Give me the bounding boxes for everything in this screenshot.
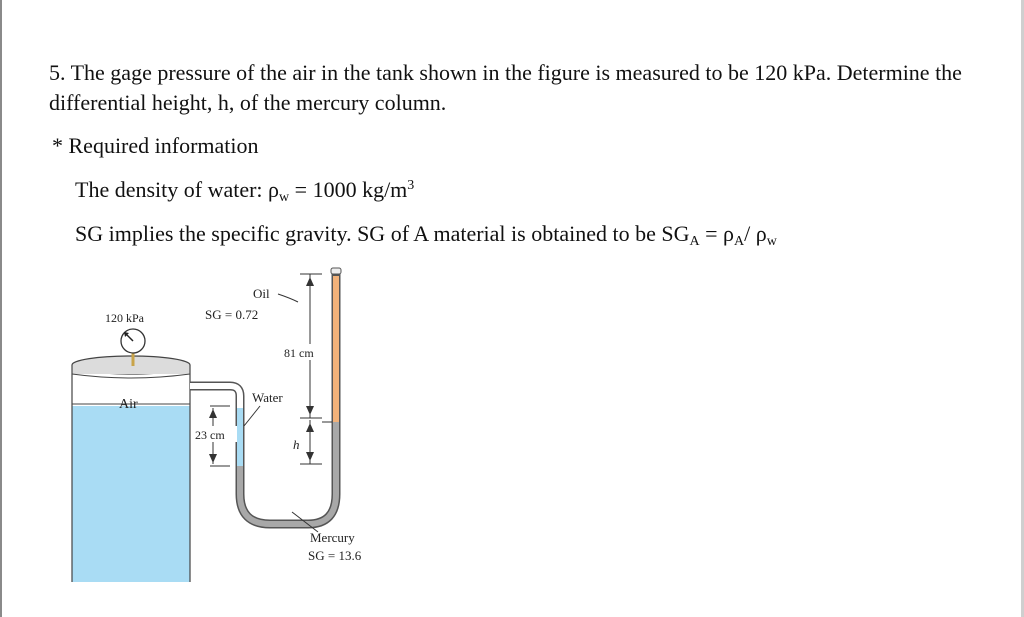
sg-subscript-w: w	[766, 234, 777, 249]
oil-leader-line	[278, 294, 298, 302]
mercury-label: Mercury	[310, 530, 355, 545]
sg-equals-rho: = ρ	[699, 221, 734, 246]
left-edge-divider	[0, 0, 2, 617]
dim-23-label: 23 cm	[195, 428, 225, 442]
manometer-figure	[60, 262, 400, 582]
h-label: h	[293, 437, 300, 452]
sg-subscript-a: A	[689, 234, 700, 249]
required-information-heading: * Required information	[52, 133, 259, 158]
oil-label: Oil	[253, 286, 270, 301]
dim-81-label: 81 cm	[284, 346, 314, 360]
density-text: The density of water: ρ	[75, 177, 280, 202]
problem-statement: 5. The gage pressure of the air in the tank shown in the figure is measured to be 120 kPa. Determine the differential height, h, of the mercury column.	[49, 60, 962, 115]
dim-81-arrow-down	[306, 406, 314, 415]
tank-water	[72, 404, 190, 582]
density-subscript: w	[279, 190, 290, 205]
density-value: = 1000 kg/m	[289, 177, 408, 202]
tube-cap	[331, 268, 341, 274]
mercury-column	[240, 422, 336, 524]
sg-divide-rho: / ρ	[744, 221, 767, 246]
density-superscript: 3	[407, 178, 415, 193]
dim-81-arrow-up	[306, 277, 314, 286]
mercury-sg-label: SG = 13.6	[308, 548, 362, 563]
u-tube-outline	[240, 422, 336, 524]
oil-sg-label: SG = 0.72	[205, 307, 259, 322]
water-leader-line	[244, 406, 260, 426]
sg-text: SG implies the specific gravity. SG of A material is obtained to be SG	[75, 221, 690, 246]
tank-lid-rim	[72, 365, 190, 374]
specific-gravity-line	[75, 219, 777, 249]
gauge-reading-label: 120 kPa	[105, 311, 144, 325]
water-label: Water	[252, 390, 283, 405]
water-density-line	[75, 175, 414, 205]
sg-subscript-rho-a: A	[734, 234, 745, 249]
air-label: Air	[119, 397, 138, 412]
